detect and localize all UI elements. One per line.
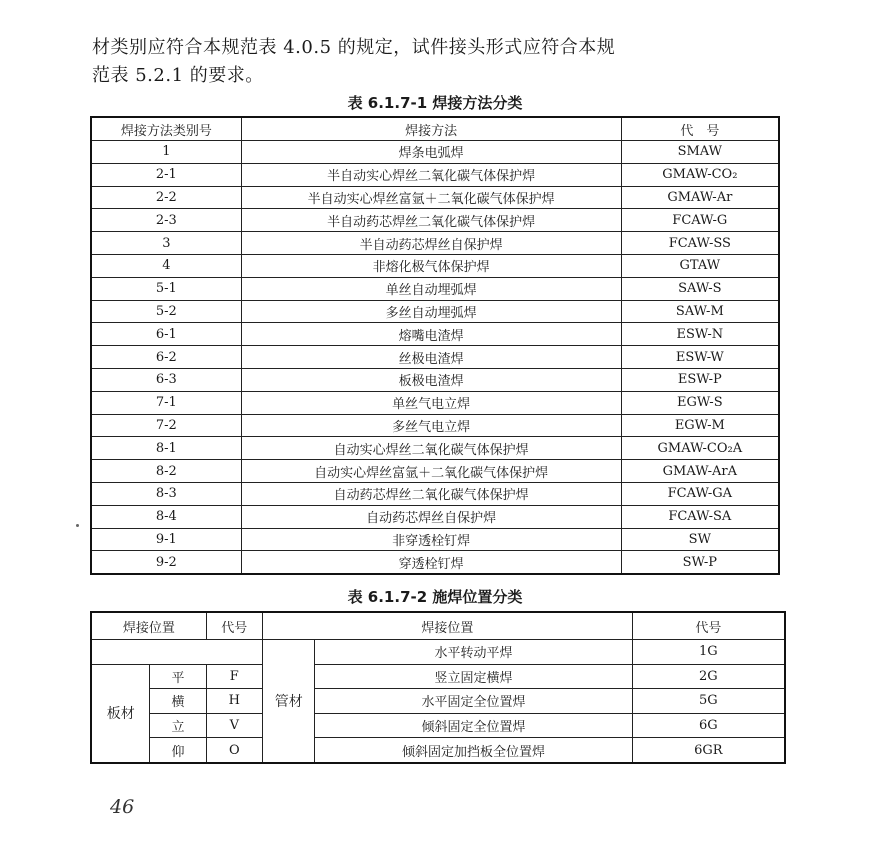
scan-speck	[76, 524, 79, 527]
intro-line-2: 范表 5.2.1 的要求。	[92, 65, 264, 86]
pipe-code: 2G	[632, 664, 785, 689]
table-row	[91, 460, 779, 483]
method-number-cell: 8-3	[91, 482, 241, 505]
method-number-cell: 5-1	[91, 277, 241, 300]
table-row	[91, 437, 779, 460]
table-row	[91, 414, 779, 437]
plate-position: 平	[150, 664, 206, 689]
method-number-cell: 5-2	[91, 300, 241, 323]
code-cell: SMAW	[621, 141, 779, 164]
method-number-cell: 8-4	[91, 505, 241, 528]
code-cell: SAW-S	[621, 277, 779, 300]
table-row	[91, 640, 785, 665]
table-row	[91, 713, 785, 738]
header-position: 焊接位置	[91, 612, 206, 640]
pipe-code: 6G	[632, 713, 785, 738]
code-cell: SAW-M	[621, 300, 779, 323]
code-cell: FCAW-G	[621, 209, 779, 232]
method-cell: 焊条电弧焊	[241, 141, 621, 164]
pipe-position: 水平固定全位置焊	[315, 689, 632, 714]
method-cell: 穿透栓钉焊	[241, 551, 621, 574]
method-number-cell: 6-1	[91, 323, 241, 346]
method-number-cell: 1	[91, 141, 241, 164]
code-cell: ESW-P	[621, 368, 779, 391]
method-number-cell: 6-3	[91, 368, 241, 391]
table-row	[91, 277, 779, 300]
pipe-position: 竖立固定横焊	[315, 664, 632, 689]
method-number-cell: 2-1	[91, 163, 241, 186]
welding-method-table-body	[91, 117, 779, 574]
pipe-code: 5G	[632, 689, 785, 714]
table-row	[91, 141, 779, 164]
method-cell: 板极电渣焊	[241, 368, 621, 391]
plate-code: V	[206, 713, 262, 738]
method-number-cell: 8-1	[91, 437, 241, 460]
table-row	[91, 232, 779, 255]
method-cell: 自动药芯焊丝自保护焊	[241, 505, 621, 528]
table-header-row	[91, 612, 785, 640]
code-cell: GMAW-CO₂A	[621, 437, 779, 460]
plate-position: 立	[150, 713, 206, 738]
method-number-cell: 2-3	[91, 209, 241, 232]
method-number-cell: 8-2	[91, 460, 241, 483]
table-row	[91, 186, 779, 209]
method-cell: 熔嘴电渣焊	[241, 323, 621, 346]
code-cell: SW-P	[621, 551, 779, 574]
code-cell: SW	[621, 528, 779, 551]
method-cell: 半自动实心焊丝二氧化碳气体保护焊	[241, 163, 621, 186]
method-number-cell: 2-2	[91, 186, 241, 209]
table-row	[91, 209, 779, 232]
plate-label: 板材	[91, 664, 150, 763]
table-row	[91, 528, 779, 551]
method-number-cell: 3	[91, 232, 241, 255]
table2-caption: 表 6.1.7-2 施焊位置分类	[347, 588, 523, 606]
pipe-position: 倾斜固定加挡板全位置焊	[315, 738, 632, 763]
table-header-row	[91, 117, 779, 141]
method-cell: 非熔化极气体保护焊	[241, 254, 621, 277]
code-cell: FCAW-SS	[621, 232, 779, 255]
intro-line-1: 材类别应符合本规范表 4.0.5 的规定，试件接头形式应符合本规	[92, 37, 616, 58]
method-cell: 半自动药芯焊丝二氧化碳气体保护焊	[241, 209, 621, 232]
code-cell: GMAW-CO₂	[621, 163, 779, 186]
code-cell: FCAW-GA	[621, 482, 779, 505]
code-cell: EGW-M	[621, 414, 779, 437]
table-row	[91, 163, 779, 186]
plate-position: 仰	[150, 738, 206, 763]
table-row	[91, 391, 779, 414]
method-number-cell: 9-2	[91, 551, 241, 574]
pipe-position: 水平转动平焊	[315, 640, 632, 665]
code-cell: EGW-S	[621, 391, 779, 414]
code-cell: FCAW-SA	[621, 505, 779, 528]
code-cell: GMAW-ArA	[621, 460, 779, 483]
table-row	[91, 323, 779, 346]
header-code-2: 代号	[632, 612, 785, 640]
method-number-cell: 6-2	[91, 346, 241, 369]
page-number: 46	[110, 796, 135, 818]
method-cell: 自动实心焊丝二氧化碳气体保护焊	[241, 437, 621, 460]
method-number-cell: 7-2	[91, 414, 241, 437]
method-cell: 自动药芯焊丝二氧化碳气体保护焊	[241, 482, 621, 505]
pipe-code: 1G	[632, 640, 785, 665]
method-cell: 丝极电渣焊	[241, 346, 621, 369]
method-cell: 非穿透栓钉焊	[241, 528, 621, 551]
plate-code: H	[206, 689, 262, 714]
plate-code: F	[206, 664, 262, 689]
plate-code: O	[206, 738, 262, 763]
header-method-number: 焊接方法类别号	[91, 117, 241, 141]
code-cell: GTAW	[621, 254, 779, 277]
method-cell: 单丝自动埋弧焊	[241, 277, 621, 300]
method-cell: 自动实心焊丝富氩＋二氧化碳气体保护焊	[241, 460, 621, 483]
method-number-cell: 4	[91, 254, 241, 277]
welding-position-table	[90, 611, 786, 764]
table-row	[91, 551, 779, 574]
method-cell: 多丝气电立焊	[241, 414, 621, 437]
pipe-position: 倾斜固定全位置焊	[315, 713, 632, 738]
plate-position: 横	[150, 689, 206, 714]
method-number-cell: 9-1	[91, 528, 241, 551]
method-cell: 半自动实心焊丝富氩＋二氧化碳气体保护焊	[241, 186, 621, 209]
welding-method-table	[90, 116, 780, 575]
table-row	[91, 738, 785, 763]
header-position-2: 焊接位置	[262, 612, 632, 640]
table-row	[91, 368, 779, 391]
code-cell: GMAW-Ar	[621, 186, 779, 209]
header-code: 代 号	[621, 117, 779, 141]
header-code: 代号	[206, 612, 262, 640]
method-number-cell: 7-1	[91, 391, 241, 414]
method-cell: 单丝气电立焊	[241, 391, 621, 414]
method-cell: 半自动药芯焊丝自保护焊	[241, 232, 621, 255]
table-row	[91, 346, 779, 369]
method-cell: 多丝自动埋弧焊	[241, 300, 621, 323]
table-row	[91, 300, 779, 323]
table1-caption: 表 6.1.7-1 焊接方法分类	[347, 94, 523, 112]
code-cell: ESW-N	[621, 323, 779, 346]
pipe-code: 6GR	[632, 738, 785, 763]
table-row	[91, 482, 779, 505]
table-row	[91, 664, 785, 689]
table-row	[91, 254, 779, 277]
code-cell: ESW-W	[621, 346, 779, 369]
table-row	[91, 505, 779, 528]
intro-paragraph	[92, 34, 812, 90]
table-row	[91, 689, 785, 714]
empty-cell	[91, 640, 262, 665]
header-method: 焊接方法	[241, 117, 621, 141]
pipe-label: 管材	[262, 640, 314, 763]
